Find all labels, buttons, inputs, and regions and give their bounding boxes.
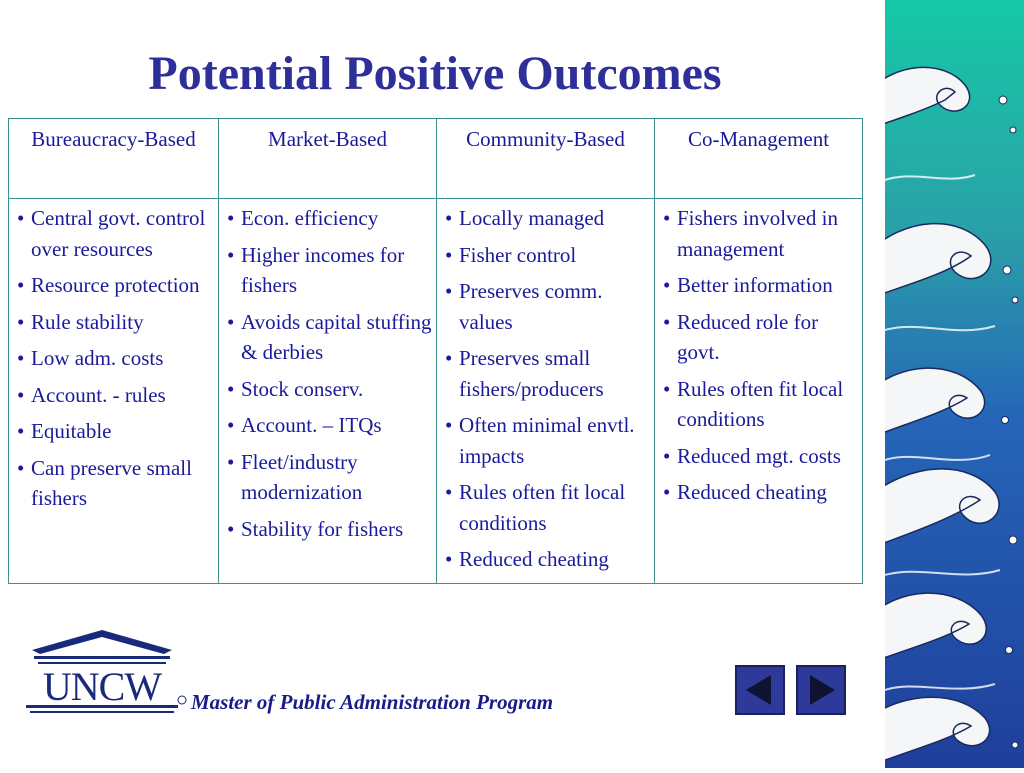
header-bureaucracy: Bureaucracy-Based xyxy=(9,119,219,199)
list-item: • Equitable xyxy=(15,416,214,447)
list-item: • Often minimal envtl. impacts xyxy=(443,410,650,471)
list-item: • Can preserve small fishers xyxy=(15,453,214,514)
list-item: • Account. – ITQs xyxy=(225,410,432,441)
community-cell xyxy=(437,199,655,584)
list-item: • Higher incomes for fishers xyxy=(225,240,432,301)
list-item: • Rule stability xyxy=(15,307,214,338)
header-market: Market-Based xyxy=(219,119,437,199)
list-item: • Locally managed xyxy=(443,203,650,234)
table-row xyxy=(9,199,863,584)
previous-slide-button[interactable] xyxy=(735,665,785,715)
list-item: • Reduced cheating xyxy=(443,544,650,575)
comanagement-cell xyxy=(655,199,863,584)
program-name: Master of Public Administration Program xyxy=(191,690,554,714)
header-community: Community-Based xyxy=(437,119,655,199)
left-triangle-icon xyxy=(737,667,783,713)
list-item: • Reduced role for govt. xyxy=(661,307,858,368)
list-item: • Avoids capital stuffing & derbies xyxy=(225,307,432,368)
list-item: • Central govt. control over resources xyxy=(15,203,214,264)
wave-decoration xyxy=(885,0,1024,768)
list-item: • Rules often fit local conditions xyxy=(443,477,650,538)
list-item: • Fleet/industry modernization xyxy=(225,447,432,508)
list-item: • Account. - rules xyxy=(15,380,214,411)
bureaucracy-cell xyxy=(9,199,219,584)
list-item: • Fishers involved in management xyxy=(661,203,858,264)
outcomes-table xyxy=(8,118,863,584)
list-item: • Rules often fit local conditions xyxy=(661,374,858,435)
list-item: • Econ. efficiency xyxy=(225,203,432,234)
market-cell xyxy=(219,199,437,584)
list-item: • Reduced cheating xyxy=(661,477,858,508)
uncw-logo xyxy=(24,628,194,716)
header-comanagement: Co-Management xyxy=(655,119,863,199)
right-triangle-icon xyxy=(798,667,844,713)
list-item: • Reduced mgt. costs xyxy=(661,441,858,472)
list-item: • Preserves comm. values xyxy=(443,276,650,337)
next-slide-button[interactable] xyxy=(796,665,846,715)
logo-text: UNCW xyxy=(42,664,162,709)
list-item: • Low adm. costs xyxy=(15,343,214,374)
list-item: • Fisher control xyxy=(443,240,650,271)
list-item: • Resource protection xyxy=(15,270,214,301)
table-header-row xyxy=(9,119,863,199)
list-item: • Better information xyxy=(661,270,858,301)
slide-title: Potential Positive Outcomes xyxy=(148,47,722,100)
list-item: • Stability for fishers xyxy=(225,514,432,545)
list-item: • Stock conserv. xyxy=(225,374,432,405)
list-item: • Preserves small fishers/producers xyxy=(443,343,650,404)
